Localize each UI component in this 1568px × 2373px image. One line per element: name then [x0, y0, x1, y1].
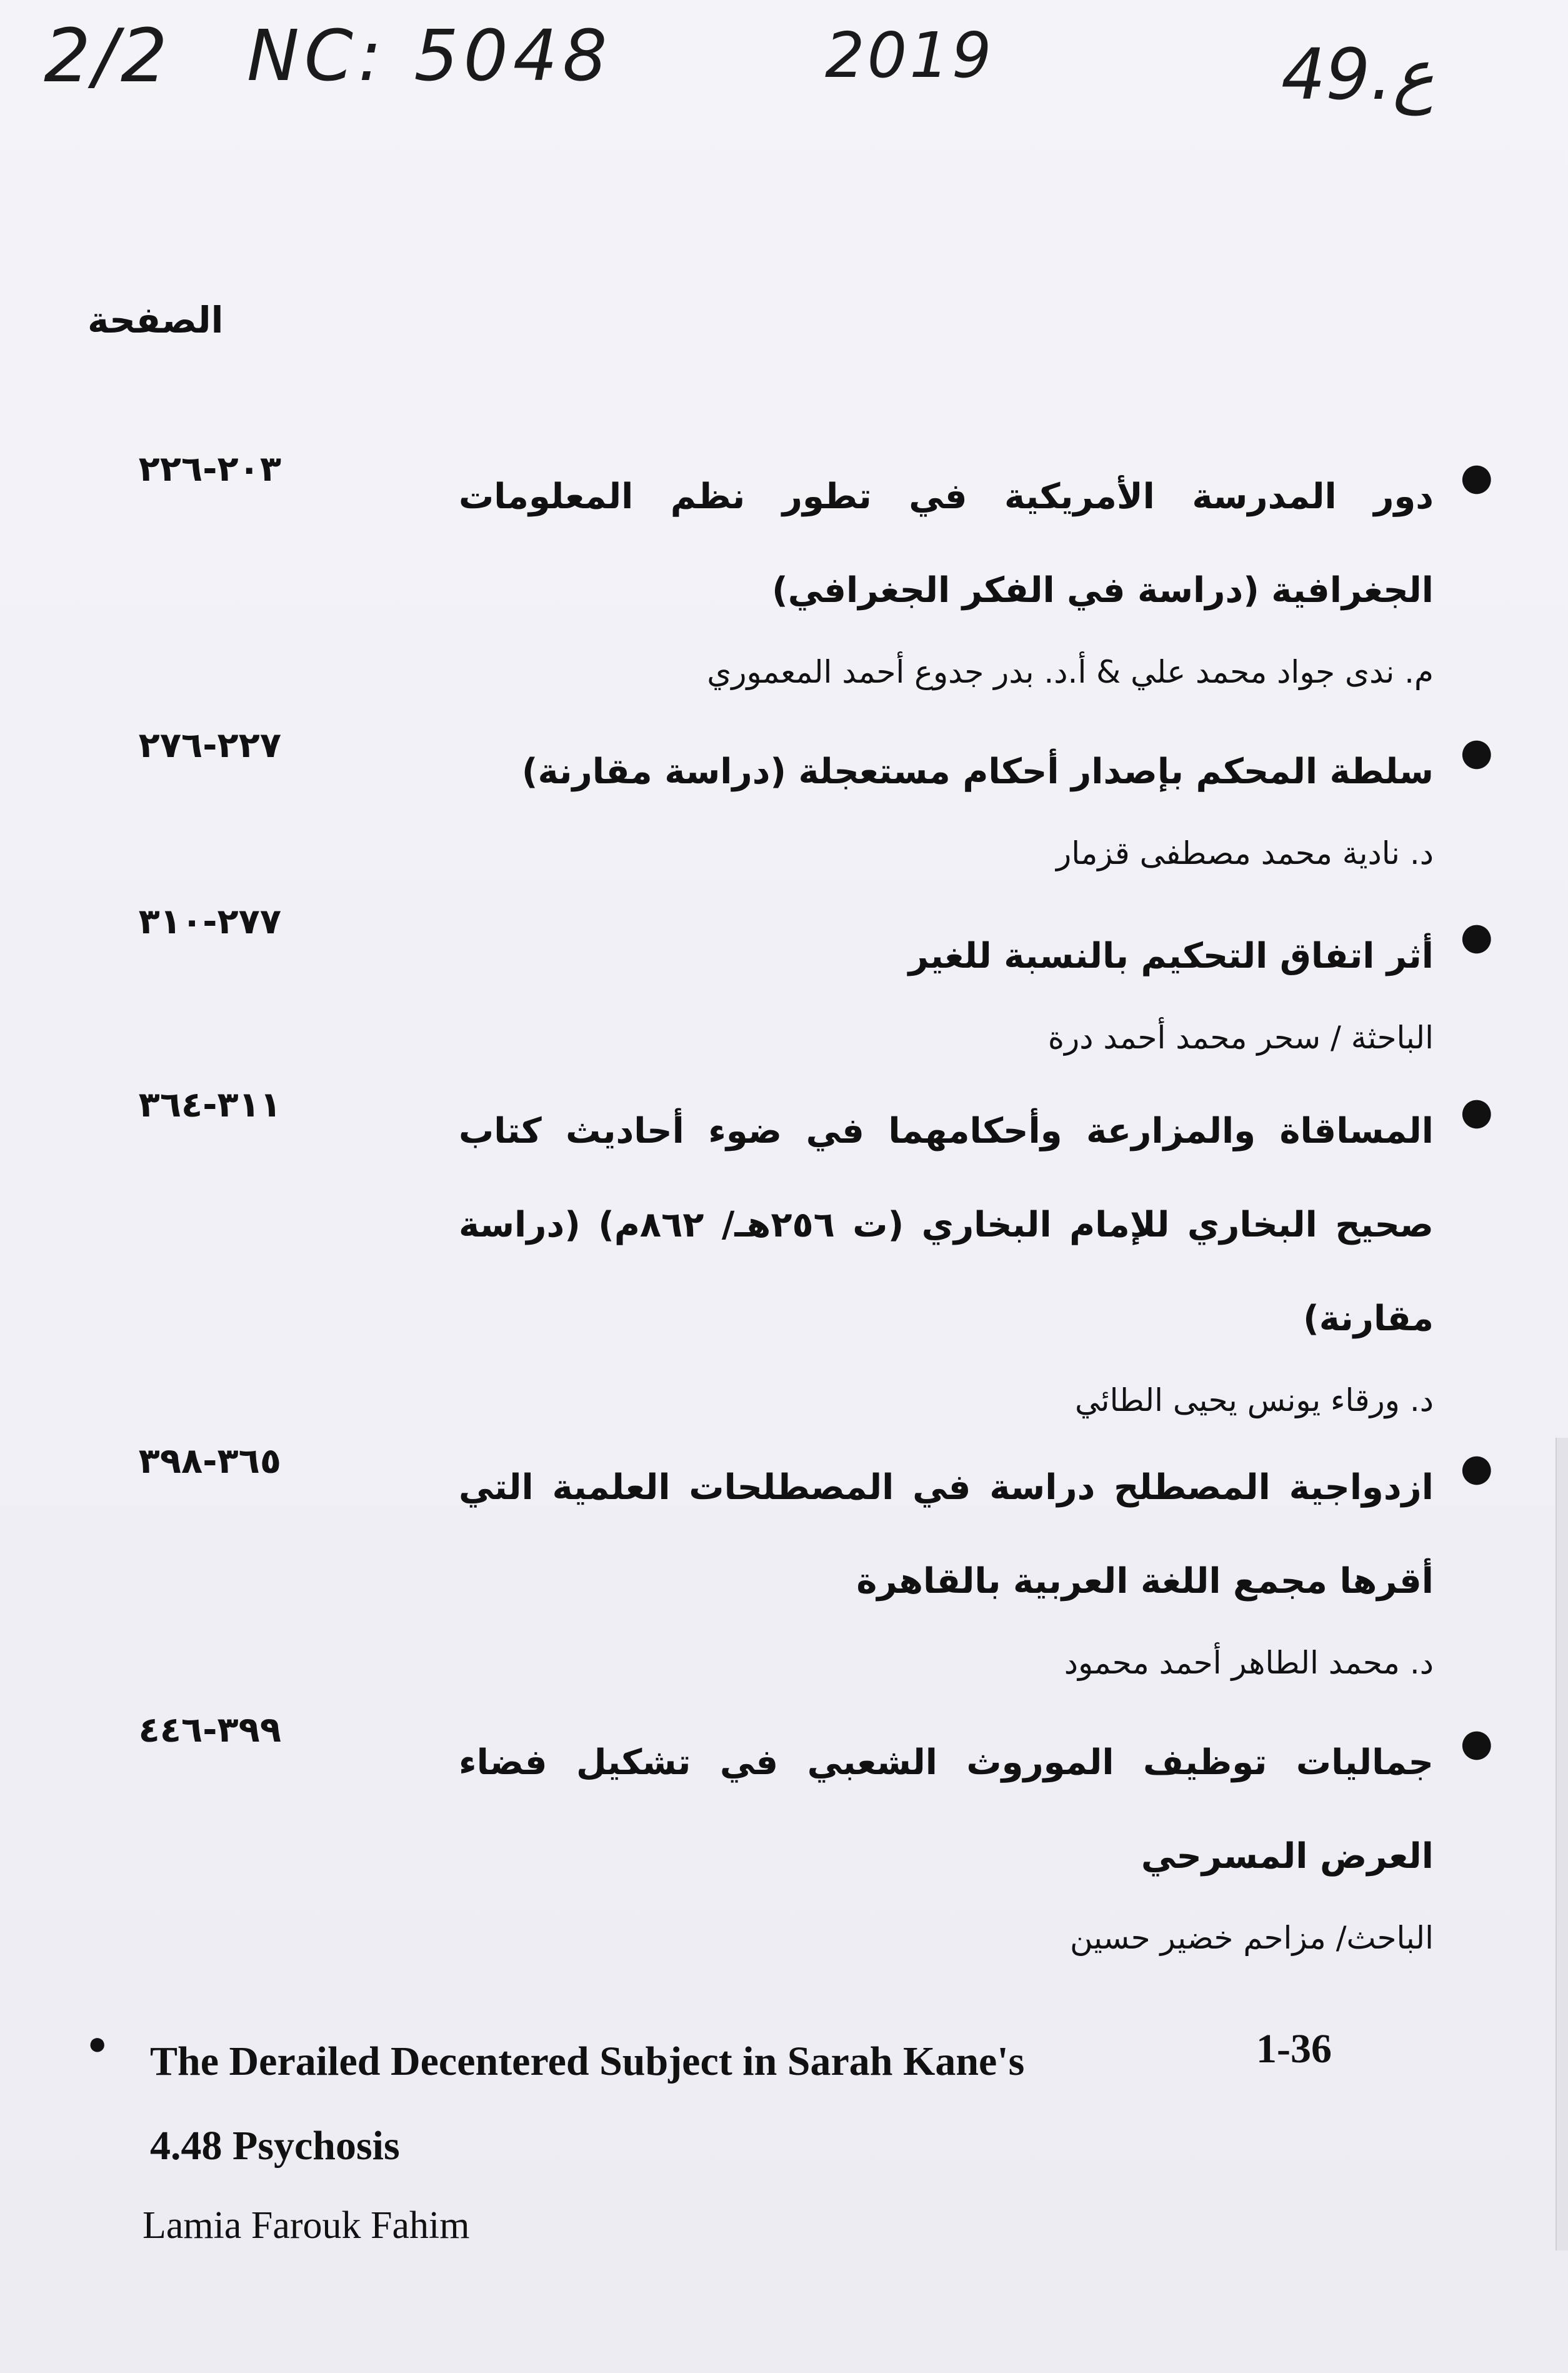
entry-title: جماليات توظيف الموروث الشعبي في تشكيل فضاء العرض المسرحي — [459, 1742, 1434, 1877]
entry-pages: ٢٧٧-٣١٠ — [138, 901, 281, 942]
toc-entry — [459, 1716, 1493, 1972]
entry-title: المساقاة والمزارعة وأحكامهما في ضوء أحاديث كتاب صحيح البخاري للإمام البخاري (ت ٢٥٦هـ/ ٨٦٢م) (دراسة مقارنة) — [459, 1111, 1434, 1339]
entry-pages: ٣٦٥-٣٩٨ — [138, 1441, 281, 1482]
entry-author: الباحثة / سحر محمد أحمد درة — [1047, 1020, 1434, 1056]
bullet-icon: ● — [1460, 915, 1493, 958]
bullet-icon: ● — [1460, 1446, 1493, 1490]
toc-entry — [459, 725, 1493, 888]
page-column-header: الصفحة — [87, 299, 224, 341]
entry-title: سلطة المحكم بإصدار أحكام مستعجلة (دراسة مقارنة) — [521, 751, 1434, 792]
toc-entry — [459, 1441, 1493, 1697]
entry-author: د. محمد الطاهر أحمد محمود — [1064, 1645, 1434, 1681]
toc-entry — [459, 910, 1493, 1072]
entry-author: Lamia Farouk Fahim — [142, 2204, 470, 2247]
entry-title: The Derailed Decentered Subject in Sarah Kane's 4.48 Psychosis — [150, 2039, 1025, 2169]
entry-pages: ٣١١-٣٦٤ — [138, 1085, 281, 1125]
toc-entry — [459, 1085, 1493, 1435]
entry-title: أثر اتفاق التحكيم بالنسبة للغير — [908, 936, 1434, 976]
toc-entry — [459, 450, 1493, 706]
entry-pages: 1-36 — [1256, 2026, 1332, 2072]
bullet-icon: ● — [1460, 730, 1493, 774]
page-edge — [1556, 1438, 1568, 2250]
entry-pages: ٢٢٧-٢٧٦ — [138, 725, 281, 766]
bullet-icon: ● — [1460, 1721, 1493, 1765]
entry-pages: ٢٠٣-٢٢٦ — [138, 449, 281, 489]
handwritten-nc-number: NC: 5048 — [247, 16, 612, 97]
entry-author: د. نادية محمد مصطفى قزمار — [1056, 835, 1434, 871]
handwritten-year: 2019 — [825, 19, 994, 92]
entry-author: الباحث/ مزاحم خضير حسين — [1069, 1920, 1434, 1956]
handwritten-volume: 49.ع — [1281, 34, 1434, 116]
entry-pages: ٣٩٩-٤٤٦ — [138, 1710, 281, 1750]
handwritten-page-count: 2/2 — [44, 13, 170, 99]
entry-author: م. ندى جواد محمد علي & أ.د. بدر جدوع أحمد المعموري — [707, 654, 1434, 690]
bullet-icon: ● — [1460, 1090, 1493, 1133]
bullet-icon: ● — [1460, 455, 1493, 499]
bullet-icon: ● — [87, 2026, 107, 2062]
entry-title: دور المدرسة الأمريكية في تطور نظم المعلومات الجغرافية (دراسة في الفكر الجغرافي) — [459, 476, 1434, 611]
toc-entry-english — [87, 2019, 1337, 2257]
entry-title: ازدواجية المصطلح دراسة في المصطلحات العلمية التي أقرها مجمع اللغة العربية بالقاهرة — [459, 1467, 1434, 1602]
entry-author: د. ورقاء يونس يحيى الطائي — [1075, 1382, 1434, 1418]
